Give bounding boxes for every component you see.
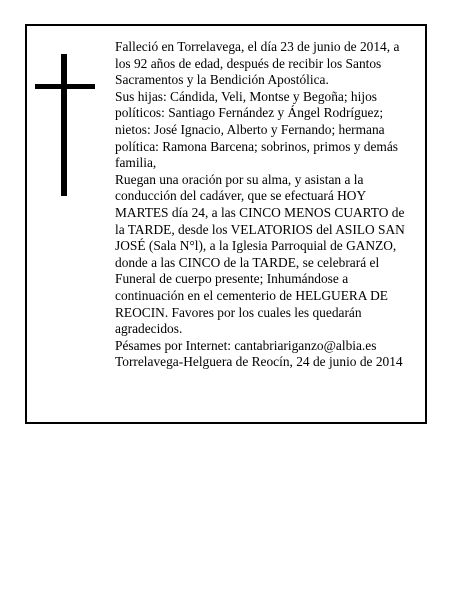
notice-line: JOSÉ (Sala N°l), a la Iglesia Parroquial de GANZO,	[115, 238, 397, 254]
notice-line: Sacramentos y la Bendición Apostólica.	[115, 72, 329, 88]
cross-vertical-bar	[61, 54, 67, 196]
obituary-notice	[25, 24, 427, 424]
notice-line: Pésames por Internet: cantabriariganzo@albia.es	[115, 337, 377, 353]
cross-icon	[35, 54, 95, 196]
notice-line: Funeral de cuerpo presente; Inhumándose a	[115, 271, 349, 287]
notice-line: los 92 años de edad, después de recibir los Santos	[115, 55, 382, 71]
notice-text	[115, 39, 417, 371]
notice-line: Torrelavega-Helguera de Reocín, 24 de junio de 2014	[115, 354, 403, 370]
notice-line: Sus hijas: Cándida, Veli, Montse y Begoña; hijos	[115, 88, 377, 104]
notice-line: nietos: José Ignacio, Alberto y Fernando; hermana	[115, 121, 385, 137]
notice-line: la TARDE, desde los VELATORIOS del ASILO SAN	[115, 221, 405, 237]
notice-line: continuación en el cementerio de HELGUERA DE	[115, 287, 388, 303]
notice-line: políticos: Santiago Fernández y Ángel Rodríguez;	[115, 105, 384, 121]
notice-line: Falleció en Torrelavega, el día 23 de junio de 2014, a	[115, 39, 400, 54]
cross-horizontal-bar	[35, 84, 95, 89]
notice-line: REOCIN. Favores por los cuales les quedarán	[115, 304, 362, 320]
notice-line: política: Ramona Barcena; sobrinos, primos y demás	[115, 138, 399, 154]
notice-line: MARTES día 24, a las CINCO MENOS CUARTO de	[115, 204, 405, 220]
notice-line: donde a las CINCO de la TARDE, se celebrará el	[115, 254, 380, 270]
notice-line: familia,	[115, 155, 157, 171]
notice-line: agradecidos.	[115, 321, 183, 337]
notice-line: conducción del cadáver, que se efectuará HOY	[115, 188, 367, 204]
notice-line: Ruegan una oración por su alma, y asistan a la	[115, 171, 364, 187]
